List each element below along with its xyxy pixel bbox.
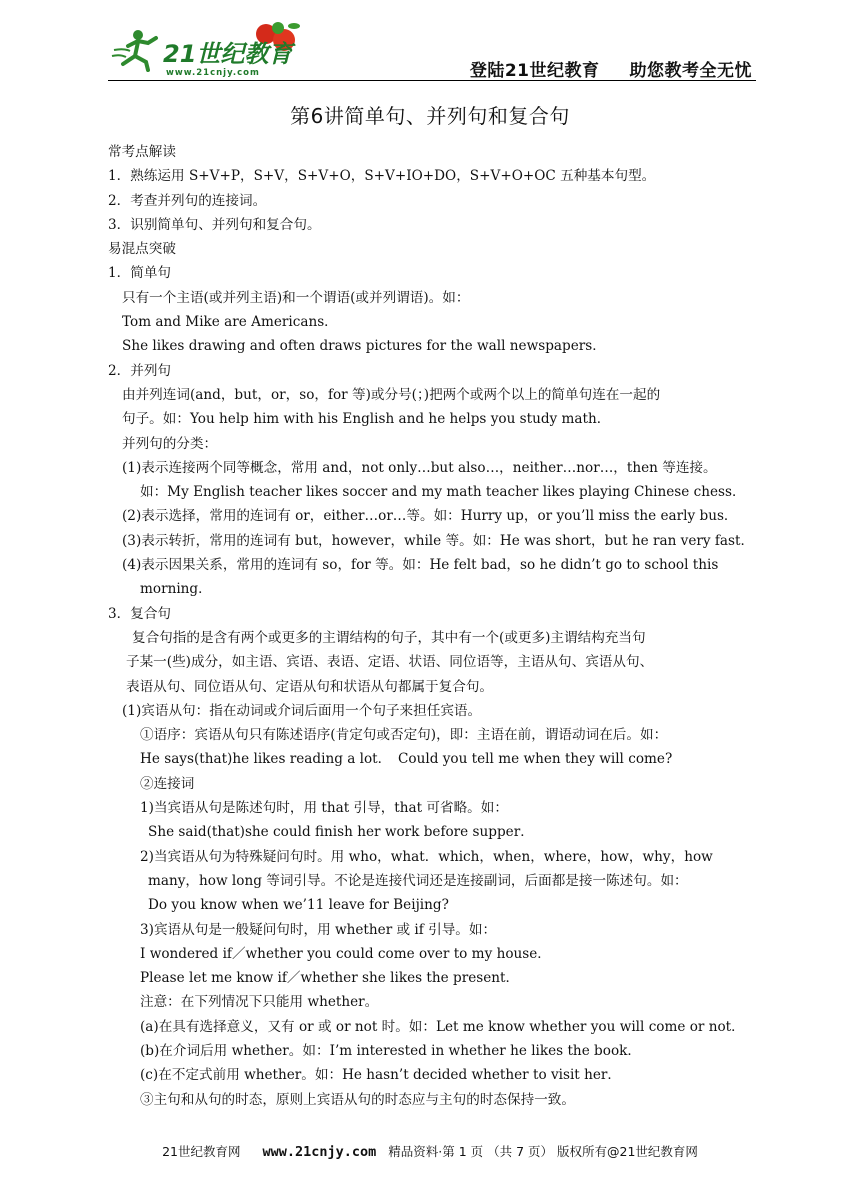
text-line: 3．识别简单句、并列句和复合句。 (108, 216, 321, 233)
slogan-right: 助您教考全无忧 (629, 61, 752, 81)
header-divider (108, 80, 756, 81)
text-line: ②连接词 (140, 775, 195, 792)
text-line: 常考点解读 (108, 144, 176, 160)
text-line: 并列句的分类： (122, 435, 218, 452)
text-line: 2．并列句 (108, 362, 172, 379)
text-line: (a)在具有选择意义，又有 or 或 or not 时。如：Let me know whether you will come or not． (140, 1018, 745, 1035)
logo-url: www.21cnjy.com (166, 68, 260, 78)
text-line: 由并列连词(and，but，or，so，for 等)或分号(；)把两个或两个以上的简单句连在一起的 (122, 386, 661, 403)
text-line: 3．复合句 (108, 605, 172, 622)
text-line: (c)在不定式前用 whether。如：He hasn’t decided whether to visit her． (140, 1067, 621, 1084)
text-line: 3)宾语从句是一般疑问句时，用 whether 或 if 引导。如： (140, 921, 497, 938)
header-slogan (470, 56, 752, 81)
logo-text-svg (108, 18, 328, 80)
text-line: 只有一个主语(或并列主语)和一个谓语(或并列谓语)。如： (122, 289, 470, 306)
text-line: Please let me know if／whether she likes the present． (140, 970, 520, 987)
text-line: (3)表示转折，常用的连词有 but，however，while 等。如：He was short，but he ran very fast． (122, 532, 755, 549)
logo-text: 21世纪教育 (163, 40, 293, 68)
page-title: 第6讲简单句、并列句和复合句 (290, 104, 570, 128)
text-line: morning． (140, 581, 212, 598)
text-line: 子某一(些)成分，如主语、宾语、表语、定语、状语、同位语等，主语从句、宾语从句、 (126, 654, 654, 671)
text-line: 复合句指的是含有两个或更多的主谓结构的句子，其中有一个(或更多)主谓结构充当句 (132, 629, 646, 646)
footer-url[interactable]: www.21cnjy.com (262, 1144, 377, 1160)
text-line: 2)当宾语从句为特殊疑问句时。用 who，what．which，when，where，how，why，how (140, 848, 713, 865)
text-line: (2)表示选择，常用的连词有 or，either…or…等。如：Hurry up，or you’ll miss the early bus． (122, 508, 738, 525)
text-line: ③主句和从句的时态，原则上宾语从句的时态应与主句的时态保持一致。 (140, 1091, 575, 1108)
text-line: 1．简单句 (108, 265, 172, 282)
text-line: Tom and Mike are Americans． (122, 314, 338, 331)
text-line: He says(that)he likes reading a lot． Could you tell me when they will come? (140, 751, 673, 768)
text-line: 如：My English teacher likes soccer and my math teacher likes playing Chinese chess． (140, 484, 746, 501)
text-line: I wondered if／whether you could come over to my house． (140, 945, 551, 962)
slogan-left[interactable]: 登陆21世纪教育 (469, 61, 600, 81)
page-footer (0, 1142, 860, 1160)
text-line: ①语序：宾语从句只有陈述语序(肯定句或否定句)，即：主语在前，谓语动词在后。如： (140, 727, 668, 744)
text-line: 2．考查并列句的连接词。 (108, 192, 267, 209)
site-logo[interactable] (108, 18, 328, 80)
text-line: (1)宾语从句：指在动词或介词后面用一个句子来担任宾语。 (122, 702, 482, 719)
text-line: 1)当宾语从句是陈述句时，用 that 引导，that 可省略。如： (140, 800, 508, 817)
footer-site: 21世纪教育网 (162, 1144, 241, 1159)
footer-info: 精品资料·第 1 页 （共 7 页） 版权所有@21世纪教育网 (388, 1144, 698, 1159)
document-body (108, 140, 756, 1112)
page-header (108, 18, 756, 80)
text-line: many，how long 等词引导。不论是连接代词还是连接副词，后面都是接一陈述句。如： (148, 872, 688, 889)
text-line: 易混点突破 (108, 241, 176, 258)
text-line: 1．熟练运用 S+V+P，S+V，S+V+O，S+V+IO+DO，S+V+O+OC 五种基本句型。 (108, 168, 656, 185)
text-line: (4)表示因果关系，常用的连词有 so，for 等。如：He felt bad，so he didn’t go to school this (122, 557, 719, 574)
text-line: 句子。如：You help him with his English and he helps you study math． (122, 411, 611, 428)
text-line: 注意：在下列情况下只能用 whether。 (140, 994, 379, 1011)
text-line: She said(that)she could finish her work before supper． (148, 824, 534, 841)
text-line: Do you know when we’11 leave for Beijing? (148, 897, 449, 914)
text-line: She likes drawing and often draws pictures for the wall newspapers． (122, 338, 606, 355)
text-line: 表语从句、同位语从句、定语从句和状语从句都属于复合句。 (126, 678, 494, 695)
text-line: (1)表示连接两个同等概念，常用 and，not only…but also…，neither…nor…，then 等连接。 (122, 459, 717, 476)
text-line: (b)在介词后用 whether。如：I’m interested in whether he likes the book． (140, 1042, 641, 1059)
